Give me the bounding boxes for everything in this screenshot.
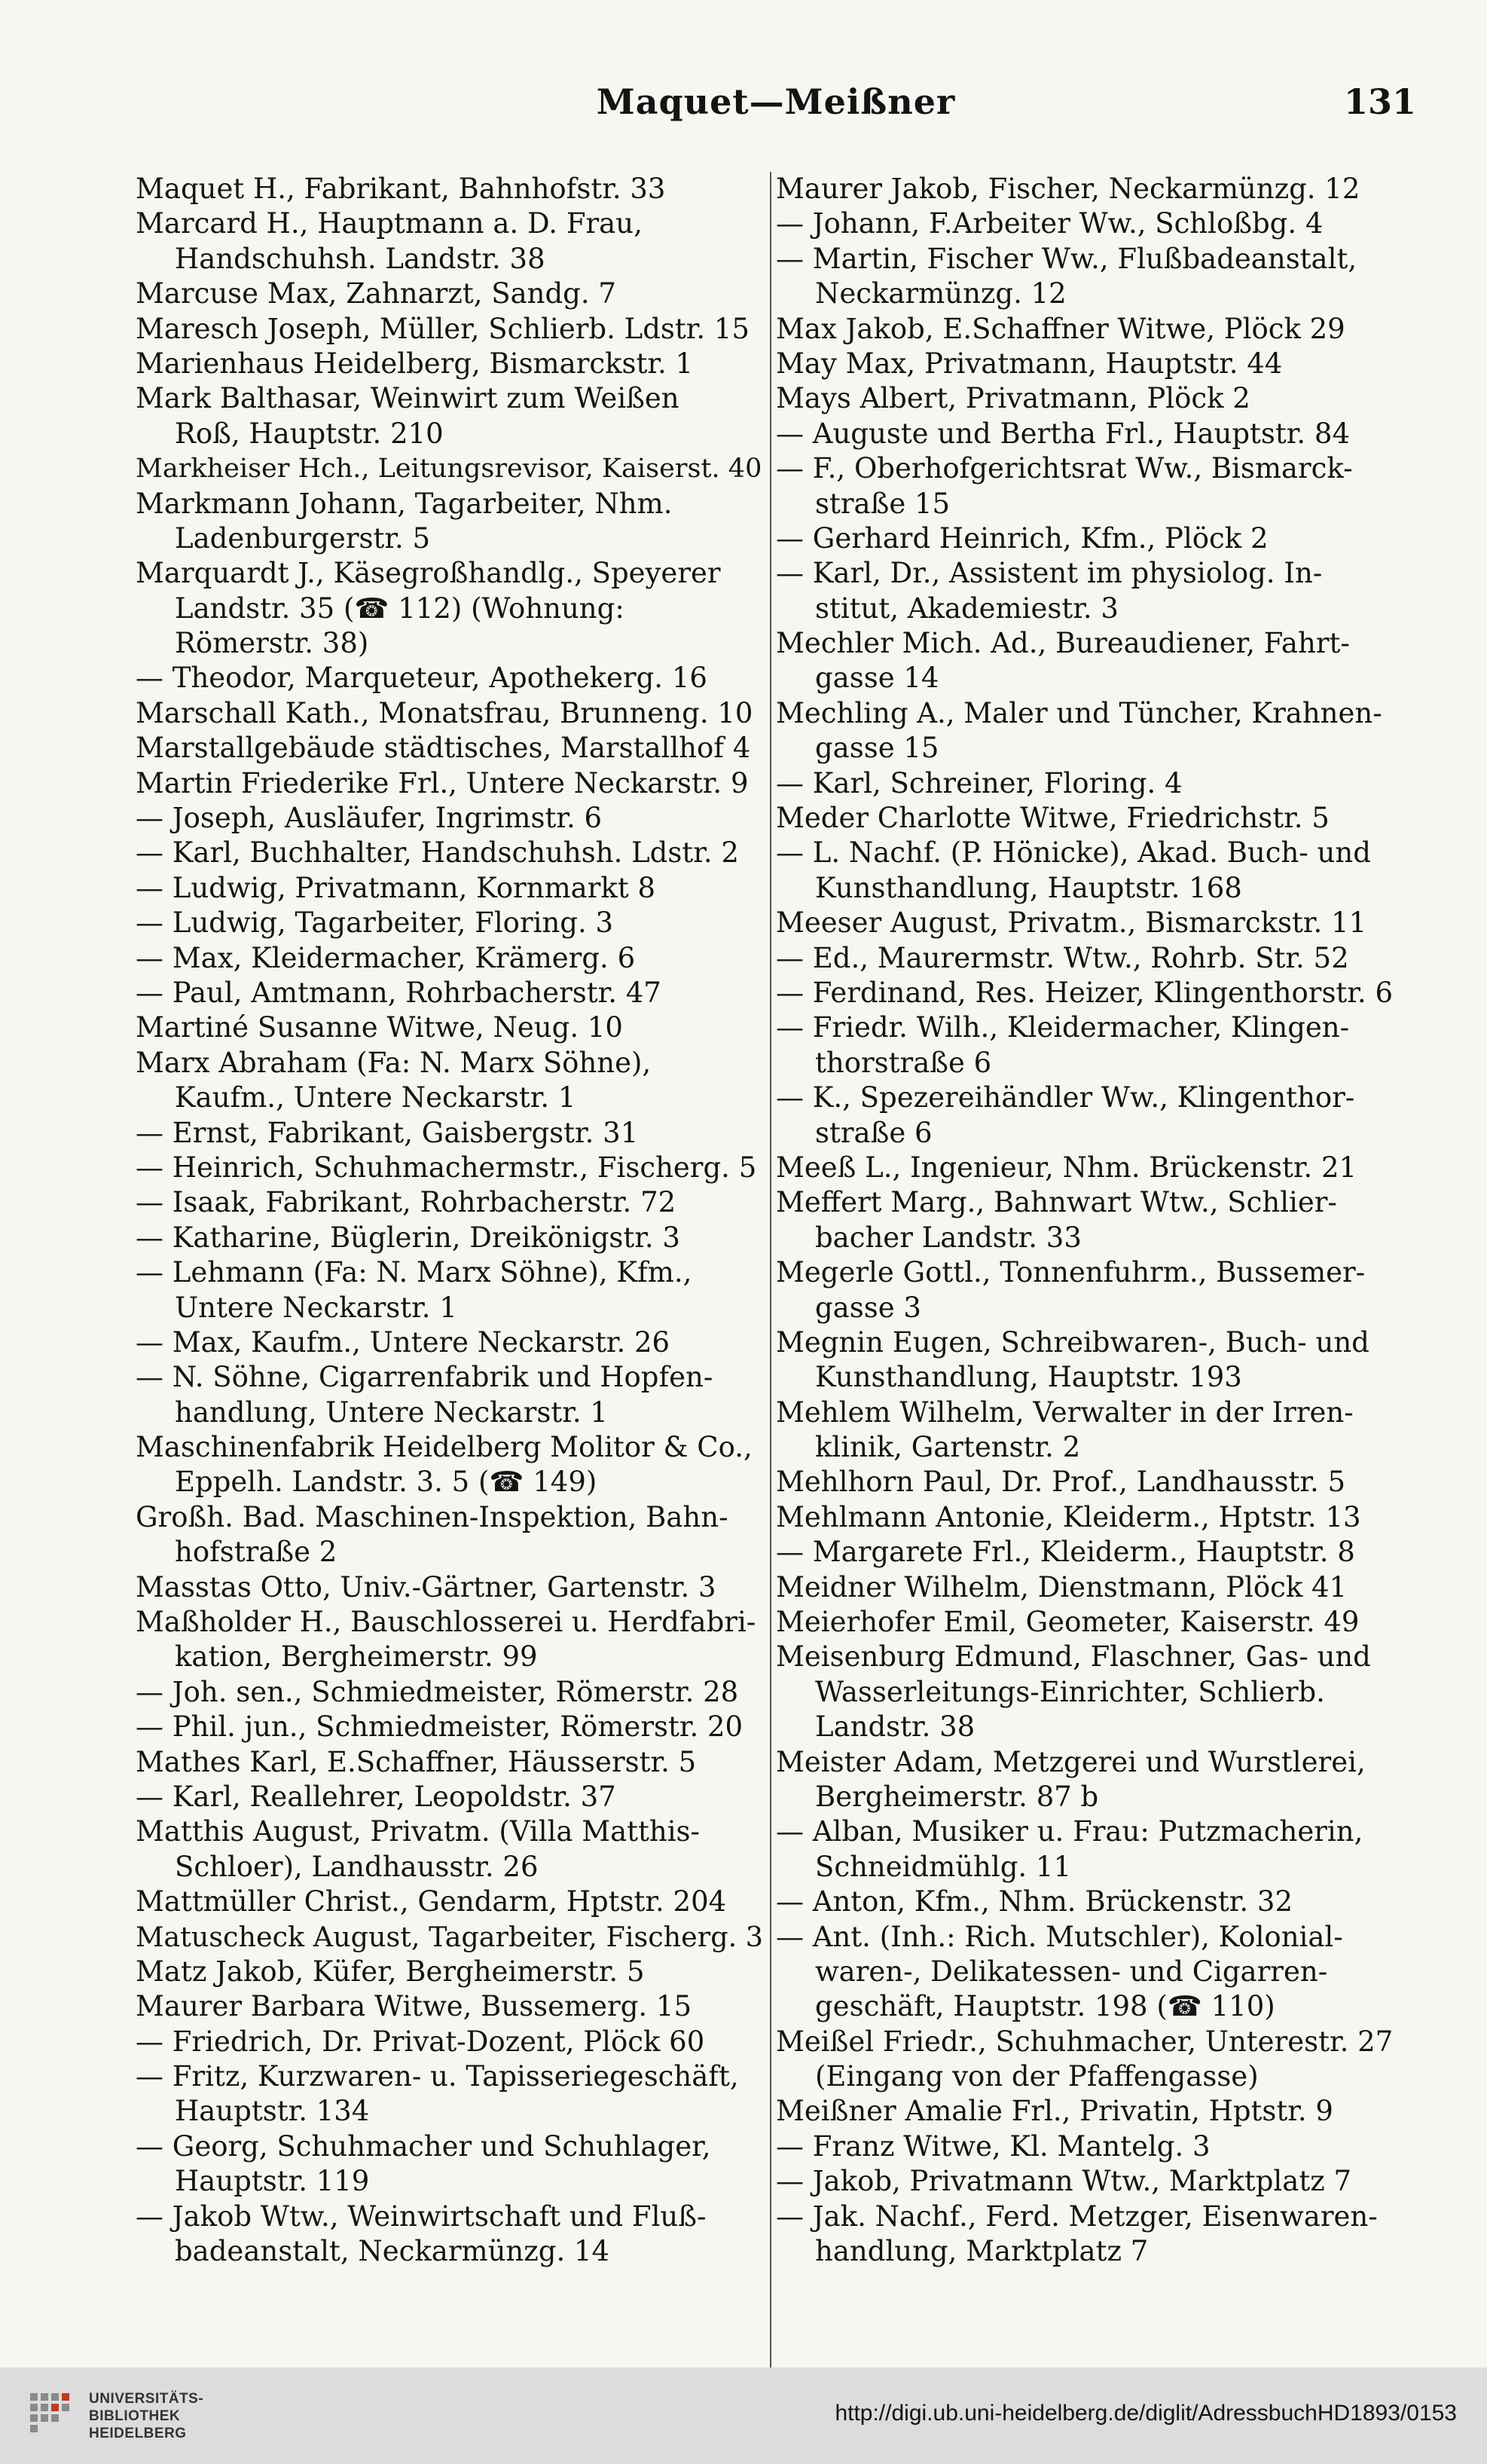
directory-entry-line: May Max, Privatmann, Hauptstr. 44 (776, 347, 1283, 380)
page-header (136, 81, 1416, 134)
directory-entry-line: stitut, Akademiestr. 3 (815, 592, 1119, 625)
directory-entry-line: Marx Abraham (Fa: N. Marx Söhne), (136, 1046, 652, 1079)
directory-entry-line: Neckarmünzg. 12 (815, 277, 1067, 310)
directory-entry-line: Maßholder H., Bauschlosserei u. Herdfabri- (136, 1606, 756, 1639)
directory-entry-line: Max Jakob, E.Schaffner Witwe, Plöck 29 (776, 312, 1345, 345)
directory-entry-line: geschäft, Hauptstr. 198 (☎ 110) (815, 1990, 1275, 2023)
directory-entry-line: — Theodor, Marqueteur, Apothekerg. 16 (136, 662, 707, 695)
directory-entry-line: Marienhaus Heidelberg, Bismarckstr. 1 (136, 347, 694, 380)
directory-entry-line: kation, Bergheimerstr. 99 (175, 1640, 538, 1674)
directory-entry-line: Masstas Otto, Univ.-Gärtner, Gartenstr. 3 (136, 1570, 716, 1603)
directory-entry-line: — Ed., Maurermstr. Wtw., Rohrb. Str. 52 (776, 941, 1349, 974)
directory-entry-line: Meidner Wilhelm, Dienstmann, Plöck 41 (776, 1570, 1348, 1603)
directory-entry-line: — Alban, Musiker u. Frau: Putzmacherin, (776, 1815, 1363, 1848)
directory-entry-line: — Isaak, Fabrikant, Rohrbacherstr. 72 (136, 1186, 676, 1219)
directory-entry-line: Landstr. 35 (☎ 112) (Wohnung: (175, 592, 624, 625)
directory-entry-line: Meeß L., Ingenieur, Nhm. Brückenstr. 21 (776, 1151, 1357, 1184)
directory-entry-line: Marcuse Max, Zahnarzt, Sandg. 7 (136, 277, 616, 310)
directory-entry-line: — Max, Kaufm., Untere Neckarstr. 26 (136, 1325, 670, 1359)
directory-entry-line: Mays Albert, Privatmann, Plöck 2 (776, 382, 1250, 415)
directory-entry-line: Meder Charlotte Witwe, Friedrichstr. 5 (776, 802, 1330, 835)
directory-entry-line: Matz Jakob, Küfer, Bergheimerstr. 5 (136, 1955, 645, 1988)
directory-entry-line: — Gerhard Heinrich, Kfm., Plöck 2 (776, 521, 1269, 555)
directory-entry-line: — Karl, Schreiner, Floring. 4 (776, 766, 1183, 799)
directory-entry-line: Mechling A., Maler und Tüncher, Krahnen- (776, 696, 1382, 729)
directory-entry-line: Mehlhorn Paul, Dr. Prof., Landhausstr. 5 (776, 1466, 1346, 1499)
directory-entry-line: Marstallgebäude städtisches, Marstallhof 4 (136, 732, 751, 765)
directory-entry-line: thorstraße 6 (815, 1046, 992, 1079)
column-divider (770, 172, 771, 2372)
directory-entry-line: handlung, Untere Neckarstr. 1 (175, 1396, 608, 1429)
directory-entry-line: hofstraße 2 (175, 1536, 337, 1569)
directory-entry-line: Handschuhsh. Landstr. 38 (175, 242, 545, 275)
directory-entry-line: — Ludwig, Privatmann, Kornmarkt 8 (136, 871, 655, 904)
directory-entry-line: Schloer), Landhausstr. 26 (175, 1850, 539, 1883)
directory-entry-line: Maurer Jakob, Fischer, Neckarmünzg. 12 (776, 173, 1360, 205)
directory-entry-line: — Ferdinand, Res. Heizer, Klingenthorstr. 6 (776, 976, 1393, 1009)
directory-entry-line: waren-, Delikatessen- und Cigarren- (815, 1955, 1328, 1988)
directory-entry-line: Marcard H., Hauptmann a. D. Frau, (136, 207, 643, 240)
directory-entry-line: Kunsthandlung, Hauptstr. 168 (815, 871, 1242, 904)
directory-entry-line: — Ernst, Fabrikant, Gaisbergstr. 31 (136, 1116, 639, 1149)
directory-entry-line: Römerstr. 38) (175, 627, 369, 660)
directory-entry-line: Mathes Karl, E.Schaffner, Häusserstr. 5 (136, 1745, 697, 1778)
directory-entry-line: Mehlmann Antonie, Kleiderm., Hptstr. 13 (776, 1500, 1361, 1533)
directory-entry-line: Roß, Hauptstr. 210 (175, 417, 444, 450)
directory-entry-line: Meeser August, Privatm., Bismarckstr. 11 (776, 906, 1367, 940)
directory-entry-line: Mattmüller Christ., Gendarm, Hptstr. 204 (136, 1885, 727, 1918)
directory-entry-line: — Paul, Amtmann, Rohrbacherstr. 47 (136, 976, 661, 1009)
directory-entry-line: straße 15 (815, 487, 951, 520)
directory-entry-line: — Jak. Nachf., Ferd. Metzger, Eisenwaren- (776, 2200, 1378, 2233)
directory-entry-line: — Karl, Dr., Assistent im physiolog. In- (776, 557, 1323, 590)
directory-entry-line: — Heinrich, Schuhmachermstr., Fischerg. 5 (136, 1151, 757, 1184)
directory-entry-line: — F., Oberhofgerichtsrat Ww., Bismarck- (776, 452, 1353, 485)
directory-entry-line: Untere Neckarstr. 1 (175, 1291, 457, 1324)
right-column (776, 172, 1409, 2269)
directory-entry-line: Ladenburgerstr. 5 (175, 521, 431, 555)
page-title: Maquet—Meißner (596, 81, 956, 122)
directory-entry-line: — Lehmann (Fa: N. Marx Söhne), Kfm., (136, 1256, 692, 1289)
directory-entry-line: Markmann Johann, Tagarbeiter, Nhm. (136, 487, 673, 520)
directory-entry-line: Bergheimerstr. 87 b (815, 1780, 1099, 1813)
directory-entry-line: gasse 3 (815, 1291, 921, 1324)
directory-entry-line: — Margarete Frl., Kleiderm., Hauptstr. 8 (776, 1536, 1355, 1569)
directory-entry-line: Markheiser Hch., Leitungsrevisor, Kaiserst. 40 (136, 454, 762, 485)
directory-entry-line: Martiné Susanne Witwe, Neug. 10 (136, 1011, 623, 1044)
directory-entry-line: — Anton, Kfm., Nhm. Brückenstr. 32 (776, 1885, 1293, 1918)
directory-entry-line: handlung, Marktplatz 7 (815, 2235, 1149, 2268)
directory-entry-line: — K., Spezereihändler Ww., Klingenthor- (776, 1081, 1355, 1114)
directory-entry-line: Großh. Bad. Maschinen-Inspektion, Bahn- (136, 1500, 728, 1533)
directory-entry-line: Megnin Eugen, Schreibwaren-, Buch- und (776, 1325, 1369, 1359)
directory-entry-line: Marschall Kath., Monatsfrau, Brunneng. 10 (136, 696, 753, 729)
directory-entry-line: Hauptstr. 119 (175, 2165, 370, 2198)
directory-entry-line: — Fritz, Kurzwaren- u. Tapisseriegeschäft, (136, 2060, 739, 2093)
library-name-line: UNIVERSITÄTS- (89, 2391, 204, 2407)
directory-entry-line: — Georg, Schuhmacher und Schuhlager, (136, 2129, 711, 2163)
directory-entry-line: Meisenburg Edmund, Flaschner, Gas- und (776, 1640, 1371, 1674)
library-name-line: HEIDELBERG (89, 2426, 187, 2441)
directory-entry-line: Meffert Marg., Bahnwart Wtw., Schlier- (776, 1186, 1337, 1219)
directory-entry-line: Meister Adam, Metzgerei und Wurstlerei, (776, 1745, 1366, 1778)
directory-entry-line: — Friedr. Wilh., Kleidermacher, Klingen- (776, 1011, 1350, 1044)
directory-entry-line: Wasserleitungs-Einrichter, Schlierb. (815, 1675, 1325, 1708)
directory-entry-line: — Jakob, Privatmann Wtw., Marktplatz 7 (776, 2165, 1351, 2198)
directory-entry-line: Matthis August, Privatm. (Villa Matthis- (136, 1815, 701, 1848)
library-name-line: BIBLIOTHEK (89, 2408, 181, 2424)
directory-entry-line: — Friedrich, Dr. Privat-Dozent, Plöck 60 (136, 2025, 705, 2058)
directory-entry-line: Kunsthandlung, Hauptstr. 193 (815, 1361, 1242, 1394)
directory-entry-line: — Max, Kleidermacher, Krämerg. 6 (136, 941, 636, 974)
directory-entry-line: Maquet H., Fabrikant, Bahnhofstr. 33 (136, 173, 666, 205)
directory-entry-line: Kaufm., Untere Neckarstr. 1 (175, 1081, 576, 1114)
directory-entry-line: Eppelh. Landstr. 3. 5 (☎ 149) (175, 1466, 597, 1499)
directory-entry-line: — Katharine, Büglerin, Dreikönigstr. 3 (136, 1221, 680, 1254)
directory-entry-line: straße 6 (815, 1116, 933, 1149)
directory-entry-line: Schneidmühlg. 11 (815, 1850, 1072, 1883)
directory-entry-line: Matuscheck August, Tagarbeiter, Fischerg. 3 (136, 1920, 764, 1953)
directory-entry-line: Mehlem Wilhelm, Verwalter in der Irren- (776, 1396, 1354, 1429)
directory-entry-line: Maurer Barbara Witwe, Bussemerg. 15 (136, 1990, 692, 2023)
ub-heidelberg-logo-icon[interactable] (27, 2390, 75, 2438)
directory-entry-line: bacher Landstr. 33 (815, 1221, 1082, 1254)
directory-entry-line: — Martin, Fischer Ww., Flußbadeanstalt, (776, 242, 1357, 275)
directory-entry-line: Meißel Friedr., Schuhmacher, Unterestr. 27 (776, 2025, 1394, 2058)
directory-entry-line: Landstr. 38 (815, 1710, 976, 1744)
directory-entry-line: klinik, Gartenstr. 2 (815, 1431, 1081, 1464)
directory-entry-line: — Joseph, Ausläufer, Ingrimstr. 6 (136, 802, 603, 835)
directory-entry-line: — Johann, F.Arbeiter Ww., Schloßbg. 4 (776, 207, 1324, 240)
directory-entry-line: — N. Söhne, Cigarrenfabrik und Hopfen- (136, 1361, 713, 1394)
directory-entry-line: (Eingang von der Pfaffengasse) (815, 2060, 1259, 2093)
directory-entry-line: — Karl, Reallehrer, Leopoldstr. 37 (136, 1780, 616, 1813)
directory-entry-line: — Joh. sen., Schmiedmeister, Römerstr. 28 (136, 1675, 739, 1708)
library-name (89, 2390, 203, 2442)
directory-entry-line: gasse 14 (815, 662, 939, 695)
directory-entry-line: — Ludwig, Tagarbeiter, Floring. 3 (136, 906, 614, 940)
directory-entry-line: Megerle Gottl., Tonnenfuhrm., Bussemer- (776, 1256, 1366, 1289)
directory-entry-line: — Karl, Buchhalter, Handschuhsh. Ldstr. 2 (136, 836, 739, 870)
left-column (136, 172, 768, 2269)
footer-bar (0, 2368, 1487, 2464)
directory-entry-line: Maschinenfabrik Heidelberg Molitor & Co., (136, 1431, 753, 1464)
directory-entry-line: badeanstalt, Neckarmünzg. 14 (175, 2235, 610, 2268)
directory-entry-line: — Phil. jun., Schmiedmeister, Römerstr. 20 (136, 1710, 744, 1744)
directory-entry-line: — Auguste und Bertha Frl., Hauptstr. 84 (776, 417, 1351, 450)
source-url-link[interactable]: http://digi.ub.uni-heidelberg.de/diglit/AdressbuchHD1893/0153 (835, 2401, 1457, 2426)
directory-entry-line: — L. Nachf. (P. Hönicke), Akad. Buch- und (776, 836, 1371, 870)
directory-entry-line: — Jakob Wtw., Weinwirtschaft und Fluß- (136, 2200, 707, 2233)
page-number: 131 (1343, 81, 1416, 122)
directory-entry-line: Marquardt J., Käsegroßhandlg., Speyerer (136, 557, 721, 590)
directory-entry-line: — Ant. (Inh.: Rich. Mutschler), Kolonial- (776, 1920, 1343, 1953)
directory-entry-line: Meierhofer Emil, Geometer, Kaiserstr. 49 (776, 1606, 1360, 1639)
directory-entry-line: Martin Friederike Frl., Untere Neckarstr. 9 (136, 766, 749, 799)
directory-entry-line: Mechler Mich. Ad., Bureaudiener, Fahrt- (776, 627, 1350, 660)
directory-entry-line: Hauptstr. 134 (175, 2095, 370, 2128)
directory-entry-line: — Franz Witwe, Kl. Mantelg. 3 (776, 2129, 1211, 2163)
directory-entry-line: Meißner Amalie Frl., Privatin, Hptstr. 9 (776, 2095, 1333, 2128)
directory-entry-line: Mark Balthasar, Weinwirt zum Weißen (136, 382, 679, 415)
directory-entry-line: Maresch Joseph, Müller, Schlierb. Ldstr. 15 (136, 312, 750, 345)
directory-entry-line: gasse 15 (815, 732, 939, 765)
